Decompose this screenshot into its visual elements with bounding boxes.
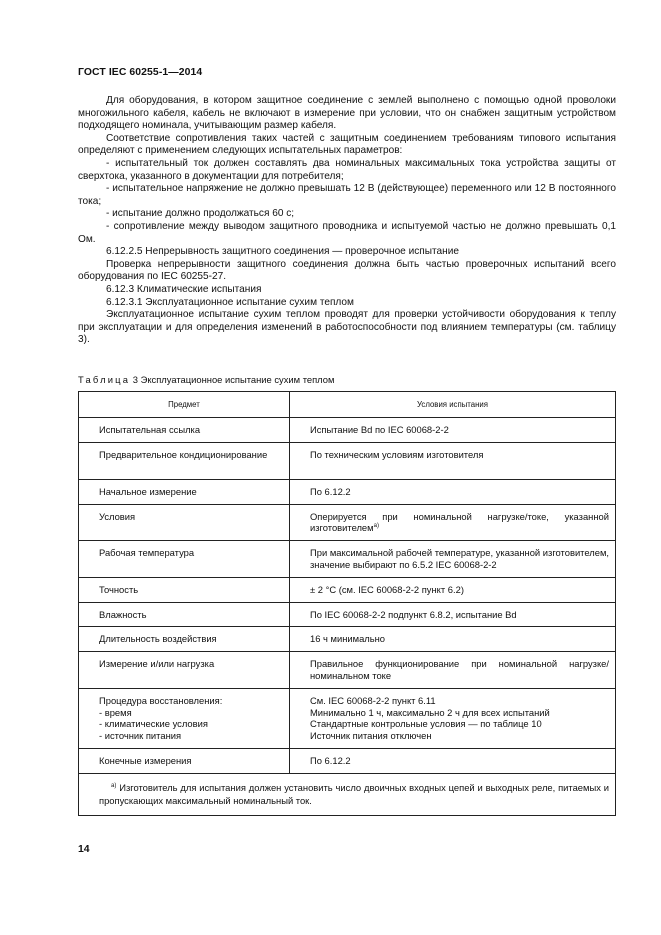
table-row [79,652,616,689]
row-conditions-text: Оперируется при номинальной нагрузке/токе, указанной изготовителем [310,510,609,534]
footnote-ref: а) [373,523,379,530]
row-conditions: По 6.12.2 [290,748,616,773]
footnote-text: Изготовитель для испытания должен установить число двоичных входных цепей и выходных реле, питаемых и пропускающих максимальный номинальный ток. [99,781,609,806]
test-conditions-table [78,391,616,816]
row-item: Начальное измерение [79,479,290,504]
row-conditions: По 6.12.2 [290,479,616,504]
column-header-item: Предмет [79,392,290,418]
list-item: - испытание должно продолжаться 60 с; [106,208,295,220]
row-item: Влажность [79,602,290,627]
paragraph: Эксплуатационное испытание сухим теплом проводят для проверки устойчивости оборудования к теплу при эксплуатации и для определения изменений в работоспособности под влиянием температуры (см. таблицу 3). [78,309,616,346]
row-item-line: - время [99,706,132,718]
paragraph: Соответствие сопротивления таких частей с защитным соединением требованиям типового испытания определяют с применением следующих испытательных параметров: [78,132,616,157]
row-conditions [290,504,616,541]
footnote-mark: а) [111,782,117,789]
table-row [79,504,616,541]
section-heading: 6.12.2.5 Непрерывность защитного соединения — проверочное испытание [106,246,459,258]
list-item: - сопротивление между выводом защитного проводника и испытуемой частью не должно превышать 0,1 Ом. [78,220,616,245]
table-row [79,442,616,479]
paragraph: Проверка непрерывности защитного соединения должна быть частью проверочных испытаний всего оборудования по IEC 60255-27. [78,258,616,283]
section-heading: 6.12.3 Климатические испытания [106,283,262,295]
row-item: Предварительное кондиционирование [79,442,290,479]
row-conditions: По техническим условиям изготовителя [290,442,616,479]
page-number: 14 [78,844,90,855]
row-conditions-line: См. IEC 60068-2-2 пункт 6.11 [310,694,436,706]
document-header: ГОСТ IEC 60255-1—2014 [78,67,203,78]
row-item: Измерение и/или нагрузка [79,652,290,689]
table-row [79,627,616,652]
table-row [79,748,616,773]
row-conditions [290,688,616,748]
row-conditions: Правильное функционирование при номинальной нагрузке/ номинальном токе [290,652,616,689]
row-conditions-line: Стандартные контрольные условия — по таблице 10 [310,718,542,730]
row-item: Рабочая температура [79,541,290,578]
table-row [79,602,616,627]
row-conditions: ± 2 °С (см. IEC 60068-2-2 пункт 6.2) [290,577,616,602]
row-item-line: - климатические условия [99,718,208,730]
table-footnote-row [79,773,616,815]
table-row [79,688,616,748]
section-heading: 6.12.3.1 Эксплуатационное испытание сухим теплом [106,296,354,308]
row-conditions: 16 ч минимально [290,627,616,652]
table-row [79,479,616,504]
column-header-conditions: Условия испытания [290,392,616,418]
body-text [78,95,616,347]
row-item-line: - источник питания [99,730,182,742]
row-conditions: По IEC 60068-2-2 подпункт 6.8.2, испытание Bd [290,602,616,627]
table-row [79,418,616,443]
row-item [79,688,290,748]
row-conditions-line: Источник питания отключен [310,730,432,742]
row-item: Испытательная ссылка [79,418,290,443]
table-header-row [79,392,616,418]
list-item: - испытательное напряжение не должно превышать 12 В (действующее) переменного или 12 В постоянного тока; [78,183,616,207]
row-item: Условия [79,504,290,541]
row-item: Точность [79,577,290,602]
table-caption [78,374,334,385]
table-footnote [79,773,616,815]
row-conditions: При максимальной рабочей температуре, указанной изготовителем, значение выбирают по 6.5.2 IEC 60068-2-2 [290,541,616,578]
row-conditions-line: Минимально 1 ч, максимально 2 ч для всех испытаний [310,706,550,718]
table-caption-label: Таблица [78,374,131,385]
table-caption-title: 3 Эксплуатационное испытание сухим теплом [132,374,335,385]
row-conditions: Испытание Bd по IEC 60068-2-2 [290,418,616,443]
row-item: Конечные измерения [79,748,290,773]
row-item-line: Процедура восстановления: [99,694,223,706]
table-row [79,577,616,602]
table-row [79,541,616,578]
paragraph: Для оборудования, в котором защитное соединение с землей выполнено с помощью одной проволоки многожильного кабеля, кабель не включают в измерение при условии, что он снабжен защитным устройством подходящего номинала, учитывающим размер кабеля. [78,95,616,132]
list-item: - испытательный ток должен составлять два номинальных максимальных тока устройства защиты от сверхтока, указанного в документации для потребителя; [78,157,616,182]
row-item: Длительность воздействия [79,627,290,652]
